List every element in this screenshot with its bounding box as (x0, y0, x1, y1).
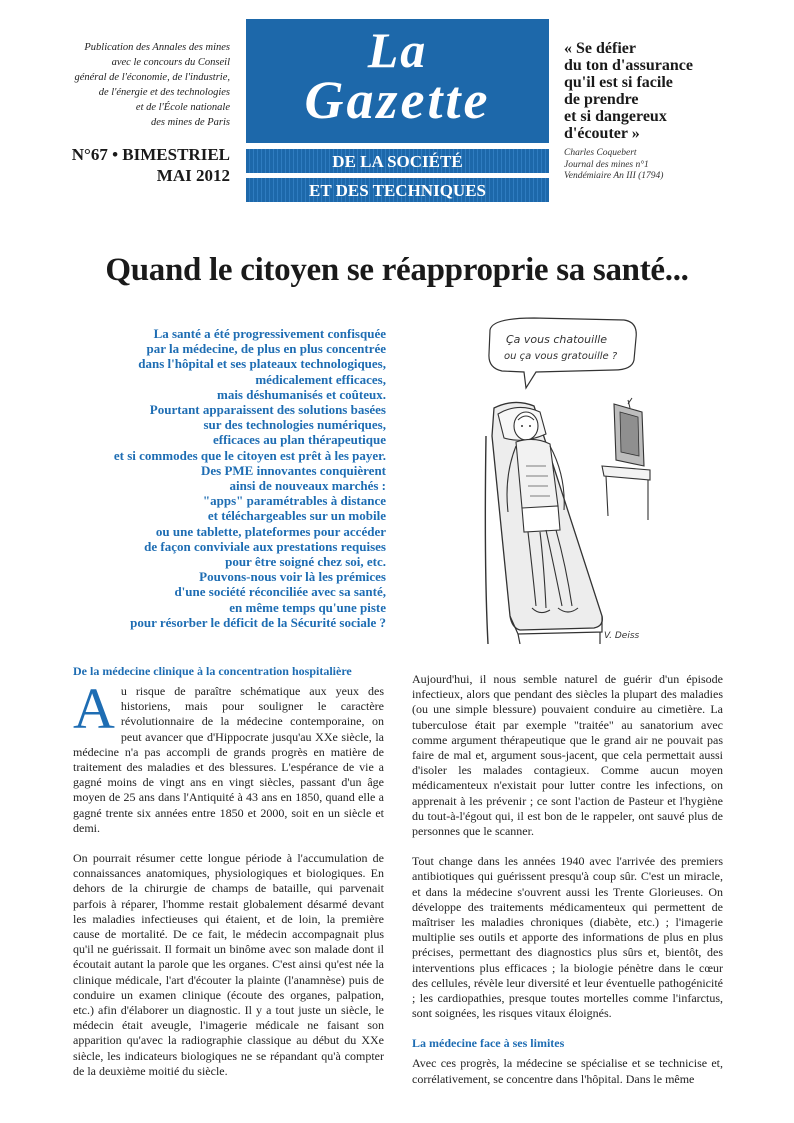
issue-number: N°67 • BIMESTRIEL (71, 145, 230, 164)
intro-line: et téléchargeables sur un mobile (207, 508, 386, 524)
speech-text-line2: ou ça vous gratouille ? (504, 351, 618, 362)
intro-line: et si commodes que le citoyen est prêt à les payer. (113, 447, 386, 463)
paragraph: Aujourd'hui, il nous semble naturel de guérir d'un épisode infectieux, alors que pendant des siècles la plupart des maladies (ou une simple blessure) pouvaient conduire au cimetière. La tuberculose était par exemple "traitée" au sanatorium avec comme argument thérapeutique que le grand air ne pouvait pas faire de mal et, argument sous-jacent, que cela permettait aussi d'isoler les malades contagieux. Comme aucun moyen médicamenteux n'existait pour lutter contre les infections, on apprenait à les prévenir ; ce sont l'action de Pasteur et l'hygiène du tout-à-l'égout qui, il est bon de le rappeler, ont sauvé plus de personnes que le scanner. (412, 672, 723, 839)
intro-line: dans l'hôpital et ses plateaux technologiques, (138, 356, 386, 372)
attribution-line: Vendémiaire An III (1794) (564, 171, 664, 181)
masthead-band-society: DE LA SOCIÉTÉ (246, 149, 549, 173)
article-column-2 (412, 672, 723, 1102)
publication-note-line: des mines de Paris (150, 117, 230, 128)
headline: Quand le citoyen se réapproprie sa santé... (105, 252, 689, 288)
quote-line: qu'il est si facile (564, 74, 673, 91)
intro-line: Des PME innovantes conquièrent (200, 462, 386, 478)
paragraph: Tout change dans les années 1940 avec l'arrivée des premiers antibiotiques qui guérissent presqu'à coup sûr. C'est un miracle, et dans la médecine s'ouvrent aussi les Trente Glorieuses. On développe des traitements médicamenteux qui permettent de maîtriser les maladies chroniques (diabète, etc.) ; l'imagerie multiplie ses outils et apporte des informations de plus en plus précises, permettant des diagnostics plus sûrs et, bientôt, des interventions plus efficaces ; la biologie pénètre dans le cœur des cellules, révèle leur diversité et leur éventuelle pathogénicité ; les cardiopathies, presque toutes mortelles comme l'infarctus, sont soignées, les risques vitaux éloignés. (412, 854, 723, 1021)
publication-note-line: de l'énergie et des technologies (98, 87, 230, 98)
intro-line: pour être soigné chez soi, etc. (225, 554, 386, 570)
masthead-la: La (367, 22, 428, 78)
quote-line: de prendre (564, 91, 639, 108)
epigraph-quote (564, 40, 764, 142)
intro-line: de façon conviviale aux prestations requises (144, 538, 386, 554)
intro-line: par la médecine, de plus en plus concentrée (146, 341, 386, 357)
attribution-line: Charles Coquebert (564, 148, 637, 158)
quote-line: « Se défier (564, 40, 636, 57)
intro-line: médicalement efficaces, (255, 371, 386, 387)
publication-note-line: avec le concours du Conseil (111, 57, 230, 68)
paragraph-text: u risque de paraître schématique aux yeux des historiens, mais pour souligner le caractère révolutionnaire de la médecine contemporaine, on peut avancer que d'Hippocrate jusqu'au XXe siècle, la médecine n'a pas accompli de grands progrès en matière de traitement des maladies et des blessures. L'espérance de vie a gagné moins de vingt ans en vingt siècles, passant d'un âge moyen de 25 ans dans l'Antiquité à 43 ans en 1850, quand elle a gagné trente six années entre 1850 et 2000, soit en un siècle et demi. (73, 684, 384, 835)
article-column-1 (73, 664, 384, 1094)
issue-date: MAI 2012 (156, 166, 230, 185)
quote-line: du ton d'assurance (564, 57, 693, 74)
speech-text-line1: Ça vous chatouille (506, 333, 608, 346)
intro-line: mais déshumanisés et coûteux. (216, 386, 386, 402)
masthead-band-techniques: ET DES TECHNIQUES (246, 178, 549, 202)
masthead-logo (246, 19, 549, 143)
intro-line: efficaces au plan thérapeutique (213, 432, 386, 448)
intro-line: Pourtant apparaissent des solutions basées (149, 402, 386, 418)
masthead-gazette: Gazette (304, 70, 491, 130)
publication-note-line: général de l'économie, de l'industrie, (74, 72, 230, 83)
quote-attribution (564, 148, 764, 183)
section-heading-clinique: De la médecine clinique à la concentration hospitalière (73, 664, 352, 678)
paragraph (73, 676, 384, 836)
attribution-line: Journal des mines n°1 (564, 159, 649, 170)
paragraph: Avec ces progrès, la médecine se spécialise et se technicise et, corrélativement, se concentre dans l'hôpital. Dans le même (412, 1056, 723, 1086)
cartoon-signature: V. Deiss (604, 631, 640, 641)
intro-line: sur des technologies numériques, (203, 417, 386, 433)
publication-note-line: Publication des Annales des mines (84, 42, 230, 53)
intro-line: ainsi de nouveaux marchés : (229, 478, 386, 494)
intro-line: La santé a été progressivement confisquée (153, 326, 386, 341)
intro-line: d'une société réconciliée avec sa santé, (174, 584, 386, 600)
intro-line: "apps" paramétrables à distance (202, 493, 386, 509)
intro-line: pour résorber le déficit de la Sécurité sociale ? (130, 614, 386, 630)
drop-cap: A (73, 676, 115, 741)
intro-line: Pouvons-nous voir là les prémices (199, 569, 386, 585)
paragraph: On pourrait résumer cette longue période à l'accumulation de connaissances anatomiques, physiologiques et biologiques. En dehors de la chirurgie de champs de bataille, qui parvenait parfois à réparer, l'homme restait globalement désarmé devant les maladies infectieuses qui étaient, et de loin, la première cause de mortalité. De ce fait, le médecin accompagnait plus qu'il ne guérissait. Il formait un binôme avec son malade dont il écoutait autant la parole que les organes. C'est ainsi qu'est née la clinique médicale, l'art d'écouter la plainte (l'anamnèse) puis de conduire un examen clinique (écoute des organes, palpation, etc.) afin d'élaborer un diagnostic. Il y a tout juste un siècle, le médecin était aveugle, l'imagerie médicale ne faisant son apparition qu'avec la radiographie classique au début du XXe siècle, les indicateurs biologiques ne se répandant qu'à compter de la deuxième moitié du siècle. (73, 851, 384, 1078)
cartoon-illustration (474, 316, 684, 644)
quote-line: et si dangereux (564, 108, 667, 125)
section-heading-limites: La médecine face à ses limites (412, 1036, 565, 1051)
intro-line: ou une tablette, plateformes pour accéder (155, 523, 386, 539)
intro-line: en même temps qu'une piste (229, 599, 386, 615)
intro-text (60, 326, 386, 630)
publication-note-line: et de l'École nationale (135, 102, 230, 113)
publication-note (40, 40, 230, 130)
issue-info (40, 144, 230, 186)
quote-line: d'écouter » (564, 125, 640, 142)
